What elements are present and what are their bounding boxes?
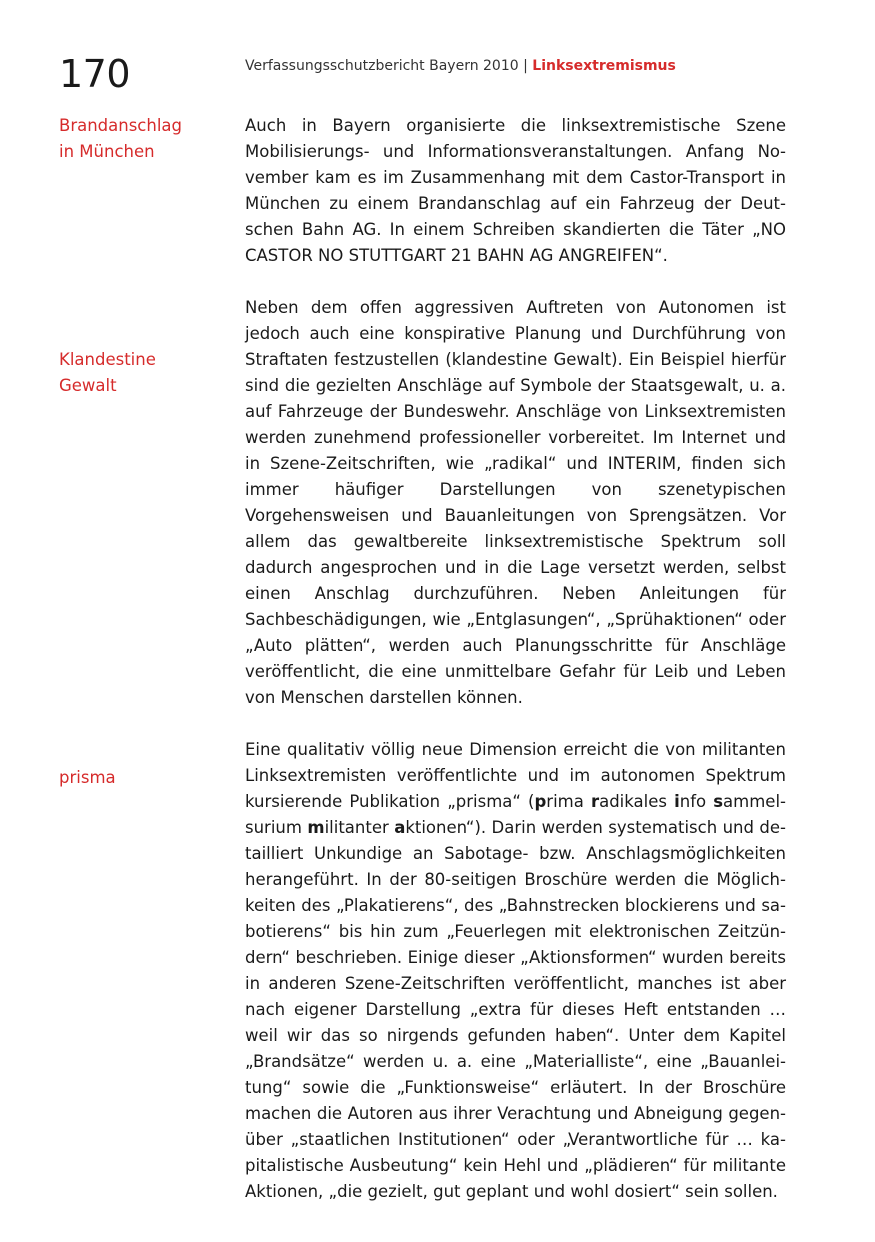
paragraph-prisma xyxy=(245,737,786,1205)
acronym-letter: m xyxy=(307,818,325,837)
header-separator: | xyxy=(523,58,528,74)
margin-note-prisma: prisma xyxy=(59,768,116,787)
page-number: 170 xyxy=(59,52,131,96)
margin-note-klandestine-gewalt: Klandestine Gewalt xyxy=(59,350,156,395)
acronym-letter: a xyxy=(394,818,406,837)
prisma-intro: Eine qualitativ völlig neue Dimension erreicht die von militanten Linksextremisten veröffentlichte und im autonomen Spektrum kursierende Publikation „prisma“ ( xyxy=(245,740,786,811)
acronym-word: ammelsurium xyxy=(245,792,786,837)
margin-note-brandanschlag: Brandanschlag in München xyxy=(59,116,183,161)
acronym-letter: p xyxy=(534,792,547,811)
paragraph-klandestine-gewalt: Neben dem offen aggressiven Auftreten von Autonomen ist jedoch auch eine konspirative Planung und Durchführung von Straftaten festzustellen (klandestine Gewalt). Ein Beispiel hierfür sind die gezielten Anschläge auf Symbole der Staatsgewalt, u. a. auf Fahrzeuge der Bundeswehr. Anschläge von Linksextremisten werden zunehmend professioneller vorbereitet. Im Internet und in Szene-Zeitschriften, wie „radikal“ und INTERIM, finden sich immer häufiger Darstellungen von szenetypischen Vorgehensweisen und Bauanleitungen von Sprengsätzen. Vor allem das gewaltbereite linksextremistische Spektrum soll dadurch angesprochen und in die Lage versetzt werden, selbst einen Anschlag durchzuführen. Neben Anleitungen für Sachbeschädigungen, wie „Entglasungen“, „Sprühaktionen“ oder „Auto plätten“, werden auch Planungsschritte für Anschläge veröffentlicht, die eine unmittelbare Gefahr für Leib und Leben von Menschen darstellen können. xyxy=(245,298,786,707)
section-title: Linksextremismus xyxy=(532,58,676,74)
acronym-word: ktionen xyxy=(405,818,466,837)
acronym-word: adikales xyxy=(599,792,675,811)
acronym-word: rima xyxy=(546,792,591,811)
acronym-letter: i xyxy=(674,792,680,811)
acronym-word: nfo xyxy=(679,792,714,811)
acronym-word: ilitanter xyxy=(324,818,395,837)
prisma-rest: “). Darin werden systematisch und detailliert Unkundige an Sabotage- bzw. Anschlagsmöglichkeiten herangeführt. In der 80-seitigen Broschüre werden die Möglichkeiten des „Plakatierens“, des „Bahnstrecken blockierens und sabotierens“ bis hin zum „Feuerlegen mit elektronischen Zeitzündern“ beschrieben. Einige dieser „Aktionsformen“ wurden bereits in anderen Szene-Zeitschriften veröffentlicht, manches ist aber nach eigener Darstellung „extra für dieses Heft entstanden … weil wir das so nirgends gefunden haben“. Unter dem Kapitel „Brandsätze“ werden u. a. eine „Materialliste“, eine „Bauanleitung“ sowie die „Funktionsweise“ erläutert. In der Broschüre machen die Autoren aus ihrer Verachtung und Abneigung gegenüber „staatlichen Institutionen“ oder „Verantwortliche für … kapitalistische Ausbeutung“ kein Hehl und „plädieren“ für militante Aktionen, „die gezielt, gut geplant und wohl dosiert“ sein sollen. xyxy=(245,818,786,1201)
paragraph-brandanschlag: Auch in Bayern organisierte die linksextremistische Szene Mobilisierungs- und Informationsveranstaltungen. Anfang November kam es im Zusammenhang mit dem Castor-Transport in München zu einem Brandanschlag auf ein Fahrzeug der Deutschen Bahn AG. In einem Schreiben skandierten die Täter „NO CASTOR NO STUTTGART 21 BAHN AG ANGREIFEN“. xyxy=(245,116,786,265)
body-text xyxy=(245,113,786,1205)
acronym-letter: s xyxy=(713,792,724,811)
running-head xyxy=(245,57,676,75)
acronym-letter: r xyxy=(590,792,600,811)
report-title: Verfassungsschutzbericht Bayern 2010 xyxy=(245,58,519,74)
